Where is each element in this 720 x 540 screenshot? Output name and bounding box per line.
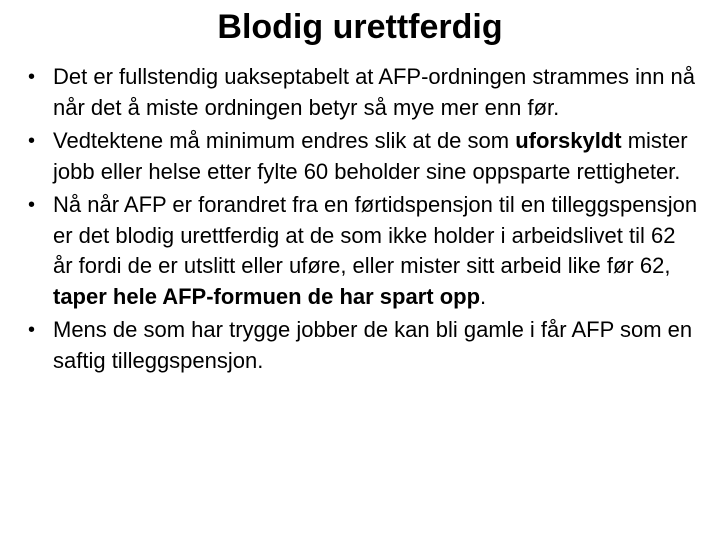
bullet-text: Det er fullstendig uakseptabelt at AFP-ordningen strammes inn nå når det å miste ordningen betyr så mye mer enn før. bbox=[53, 64, 696, 120]
bullet-text-bold: uforskyldt bbox=[515, 128, 622, 153]
bullet-icon: • bbox=[28, 194, 36, 216]
bullet-text: Mens de som har trygge jobber de kan bli gamle i får AFP som en saftig tilleggspensjon. bbox=[53, 317, 693, 373]
bullet-icon: • bbox=[28, 319, 36, 341]
bullet-item bbox=[28, 126, 700, 187]
bullet-icon: • bbox=[28, 130, 36, 152]
bullet-text: Vedtektene må minimum endres slik at de som bbox=[53, 128, 516, 153]
bullet-item bbox=[28, 62, 700, 123]
bullet-text-bold: taper hele AFP-formuen de har spart opp bbox=[53, 283, 481, 309]
bullet-text: . bbox=[480, 283, 487, 309]
slide-title: Blodig urettferdig bbox=[217, 8, 503, 46]
bullet-icon: • bbox=[28, 66, 36, 88]
bullet-text: mister jobb eller helse etter fylte 60 beholder sine oppsparte rettigheter. bbox=[53, 128, 688, 184]
bullet-text: Nå når AFP er forandret fra en førtidspensjon til en tilleggspensjon er det blodig urettferdig at de som ikke holder i arbeidslivet til 62 år fordi de er utslitt eller uføre, eller mister sitt arbeid like før 62, bbox=[53, 192, 698, 278]
bullet-item bbox=[28, 190, 700, 312]
bullet-list bbox=[28, 62, 700, 379]
bullet-item bbox=[28, 315, 700, 376]
